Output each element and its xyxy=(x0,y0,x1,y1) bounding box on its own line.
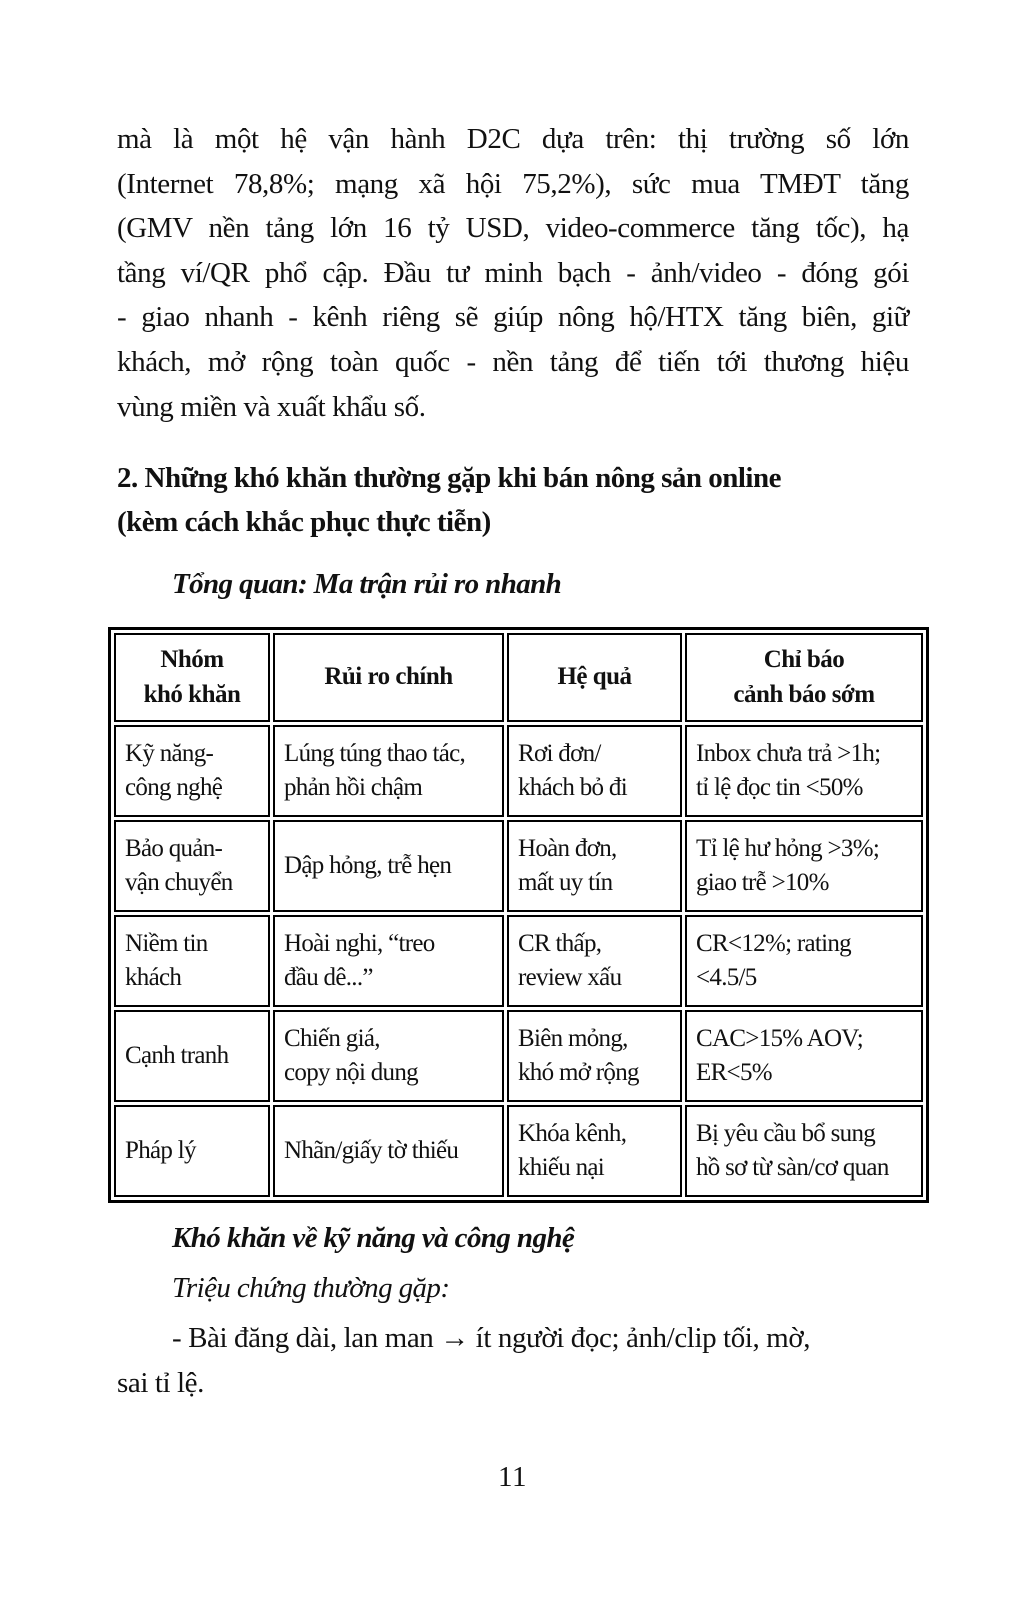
cell-group: Cạnh tranh xyxy=(114,1010,270,1102)
heading-line: (kèm cách khắc phục thực tiễn) xyxy=(117,506,491,538)
table-caption: Tổng quan: Ma trận rủi ro nhanh xyxy=(172,568,562,600)
cell-consequence: CR thấp, review xấu xyxy=(507,915,682,1007)
table-row xyxy=(114,725,923,817)
paragraph-line: (GMV nền tảng lớn 16 tỷ USD, video-commerce tăng tốc), hạ xyxy=(117,212,909,245)
table-header-row xyxy=(114,633,923,722)
cell-indicator: CAC>15% AOV; ER<5% xyxy=(685,1010,923,1102)
table-row xyxy=(114,1105,923,1197)
symptoms-label: Triệu chứng thường gặp: xyxy=(172,1272,450,1304)
cell-indicator: Bị yêu cầu bổ sung hồ sơ từ sàn/cơ quan xyxy=(685,1105,923,1197)
bullet-line-continuation: sai tỉ lệ. xyxy=(117,1367,205,1399)
cell-consequence: Hoàn đơn, mất uy tín xyxy=(507,820,682,912)
paragraph-line: tầng ví/QR phổ cập. Đầu tư minh bạch - ảnh/video - đóng gói xyxy=(117,256,909,289)
intro-paragraph xyxy=(117,117,909,429)
cell-consequence: Rơi đơn/ khách bỏ đi xyxy=(507,725,682,817)
page-number: 11 xyxy=(498,1461,527,1493)
cell-indicator: CR<12%; rating <4.5/5 xyxy=(685,915,923,1007)
table-row xyxy=(114,820,923,912)
cell-consequence: Biên mỏng, khó mở rộng xyxy=(507,1010,682,1102)
cell-risk: Chiến giá, copy nội dung xyxy=(273,1010,504,1102)
cell-group: Kỹ năng- công nghệ xyxy=(114,725,270,817)
header-consequence: Hệ quả xyxy=(507,633,682,722)
header-group: Nhóm khó khăn xyxy=(114,633,270,722)
heading-line: 2. Những khó khăn thường gặp khi bán nông sản online xyxy=(117,462,781,494)
paragraph-line: khách, mở rộng toàn quốc - nền tảng để tiến tới thương hiệu xyxy=(117,345,909,378)
cell-risk: Hoài nghi, “treo đầu dê...” xyxy=(273,915,504,1007)
cell-group: Bảo quản- vận chuyển xyxy=(114,820,270,912)
table-row xyxy=(114,915,923,1007)
section-heading xyxy=(117,456,909,544)
subsection-title: Khó khăn về kỹ năng và công nghệ xyxy=(172,1222,575,1254)
header-indicator: Chỉ báo cảnh báo sớm xyxy=(685,633,923,722)
paragraph-line: mà là một hệ vận hành D2C dựa trên: thị trường số lớn xyxy=(117,123,909,155)
cell-risk: Dập hỏng, trễ hẹn xyxy=(273,820,504,912)
risk-matrix-table xyxy=(108,627,929,1203)
cell-indicator: Inbox chưa trả >1h; tỉ lệ đọc tin <50% xyxy=(685,725,923,817)
header-risk: Rủi ro chính xyxy=(273,633,504,722)
cell-group: Pháp lý xyxy=(114,1105,270,1197)
bullet-line: - Bài đăng dài, lan man → ít người đọc; ảnh/clip tối, mờ, xyxy=(172,1322,811,1354)
paragraph-line: (Internet 78,8%; mạng xã hội 75,2%), sức mua TMĐT tăng xyxy=(117,167,909,200)
paragraph-line: vùng miền và xuất khẩu số. xyxy=(117,390,426,423)
cell-consequence: Khóa kênh, khiếu nại xyxy=(507,1105,682,1197)
cell-risk: Lúng túng thao tác, phản hồi chậm xyxy=(273,725,504,817)
cell-group: Niềm tin khách xyxy=(114,915,270,1007)
cell-indicator: Tỉ lệ hư hỏng >3%; giao trễ >10% xyxy=(685,820,923,912)
cell-risk: Nhãn/giấy tờ thiếu xyxy=(273,1105,504,1197)
table-row xyxy=(114,1010,923,1102)
paragraph-line: - giao nhanh - kênh riêng sẽ giúp nông hộ/HTX tăng biên, giữ xyxy=(117,301,909,334)
